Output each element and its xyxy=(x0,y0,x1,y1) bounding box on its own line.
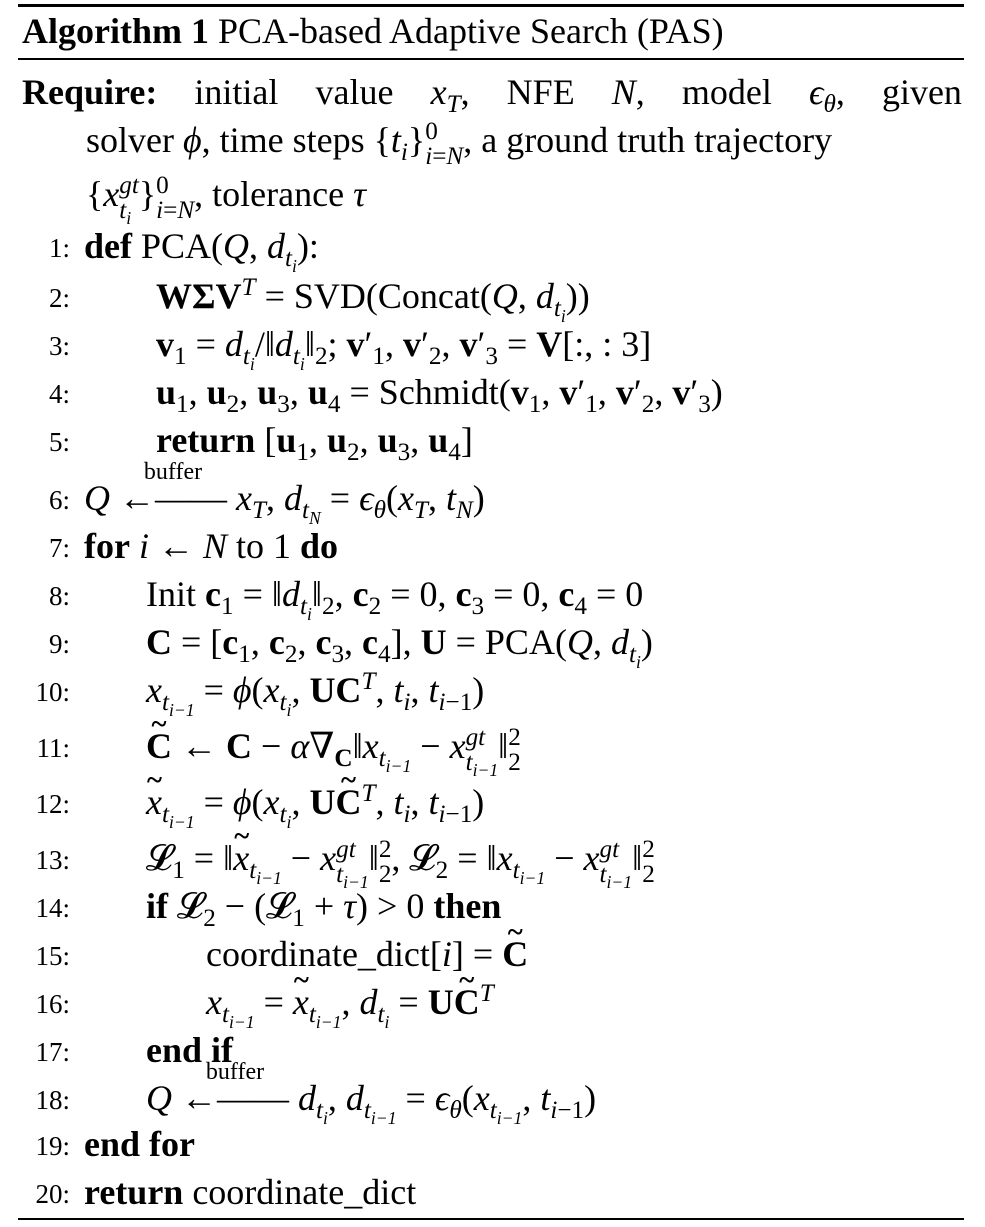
line-content: return [$u_1$, $u_2$, $u_3$, $u_4$] xyxy=(156,420,473,467)
bottom-rule xyxy=(18,1218,964,1220)
line-number: 9: xyxy=(48,629,70,659)
require-word: $x_T$, xyxy=(430,72,470,119)
line-number: 7: xyxy=(48,533,70,563)
algo-line-1 xyxy=(18,222,970,277)
top-rule xyxy=(18,4,964,7)
algorithm-label: Algorithm 1 xyxy=(22,11,209,51)
require-word: $\epsilon_\theta$, xyxy=(808,72,845,119)
title-rule xyxy=(18,58,964,60)
buffer-label: buffer xyxy=(143,459,203,485)
line-number: 19: xyxy=(35,1131,70,1161)
algo-line-15 xyxy=(18,930,970,978)
line-number: 15: xyxy=(35,941,70,971)
line-content: 𝓛$_1$ = ‖~ $x_{t_{i-1}} - x$ gt $t_{i-1}$ ‖ 2 2 , 𝓛$_2$ = $‖x_{t_{i-1}} - x$ gt $t_{i-1}$ ‖ 2 2 xyxy=(146,834,655,887)
line-number: 14: xyxy=(35,893,70,923)
require-word: N, xyxy=(611,72,645,112)
line-content: return coordinate_dict xyxy=(84,1172,417,1212)
require-word: given xyxy=(881,72,962,112)
algo-line-7 xyxy=(18,522,970,570)
line-number: 4: xyxy=(48,379,70,409)
line-number: 6: xyxy=(48,485,70,515)
algo-line-8 xyxy=(18,570,970,625)
algo-line-20 xyxy=(18,1168,970,1216)
algo-line-14 xyxy=(18,882,970,933)
require-line-3: {x gt $t_i$ } 0 i=N , tolerance τ xyxy=(86,171,366,228)
line-content: ~ $x_{t_{i-1}} = \phi(x_{t_i}$, U~ $C^T$, $t_i$, $t_{i-1}$) xyxy=(146,778,484,826)
line-content: end if xyxy=(146,1030,234,1070)
line-number: 17: xyxy=(35,1037,70,1067)
line-number: 1: xyxy=(48,233,70,263)
require-block xyxy=(22,68,962,228)
algo-line-16 xyxy=(18,978,970,1033)
line-number: 8: xyxy=(48,581,70,611)
buffer-label: buffer xyxy=(205,1059,265,1085)
line-number: 16: xyxy=(35,989,70,1019)
require-label: Require: xyxy=(22,72,158,112)
algorithm-title xyxy=(22,9,724,53)
algorithm-block xyxy=(18,0,964,1227)
line-number: 18: xyxy=(35,1085,70,1115)
line-number: 12: xyxy=(35,789,70,819)
line-content: $u_1$, $u_2$, $u_3$, $u_4$ = $Schmidt(v_1$, $v'_1$, $v'_2$, $v'_3$) xyxy=(156,372,723,419)
algo-line-17 xyxy=(18,1026,970,1074)
line-content: Q buffer ←—— $d_{t_i}$, $d_{t_{i-1}} = \epsilon_\theta(x_{t_{i-1}}$, $t_{i-1}$) xyxy=(146,1074,596,1122)
algo-line-4 xyxy=(18,368,970,419)
line-number: 11: xyxy=(36,733,70,763)
line-content: coordinate_dict[i] = ~ C xyxy=(206,930,528,978)
line-content: $C = [c_1$, $c_2$, $c_3$, $c_4$], U = PCA(Q, $d_{t_i}$) xyxy=(146,622,653,673)
line-number: 2: xyxy=(48,283,70,313)
require-word: initial xyxy=(194,72,279,112)
buffer-arrow: buffer ←—— xyxy=(181,1074,289,1122)
algorithm-name: PCA-based Adaptive Search (PAS) xyxy=(217,11,724,51)
line-number: 20: xyxy=(35,1179,70,1209)
line-content: def PCA(Q, $d_{t_i}$): xyxy=(84,226,319,277)
require-word: model xyxy=(681,72,772,112)
algo-line-18 xyxy=(18,1059,970,1129)
algo-line-6 xyxy=(18,459,970,529)
line-content: ~ C ← $C - \alpha\nabla_C‖x_{t_{i-1}} - x$ gt $t_{i-1}$ ‖ 2 2 xyxy=(146,722,521,775)
algo-line-2 xyxy=(18,272,970,327)
line-content: Init $c_1$ = $‖d_{t_i}‖_2$, $c_2 = 0$, $c_3 = 0$, $c_4 = 0$ xyxy=(146,574,644,625)
require-word: value xyxy=(315,72,394,112)
line-content: if 𝓛$_2$ − (𝓛$_1$ + τ) > 0 then xyxy=(146,886,502,933)
line-number: 5: xyxy=(48,427,70,457)
algo-line-13 xyxy=(18,834,970,892)
algo-line-19 xyxy=(18,1120,970,1168)
line-content: $W\Sigma V^T$ = SVD(Concat(Q, $d_{t_i}$)) xyxy=(156,274,590,327)
require-word: NFE xyxy=(506,72,575,112)
line-content: for i ← N to 1 do xyxy=(84,526,339,566)
line-content: $x_{t_{i-1}}$ = ~ $x_{t_{i-1}}$, $d_{t_i}$ = U~ $C^T$ xyxy=(206,978,494,1026)
line-content: end for xyxy=(84,1124,195,1164)
line-number: 10: xyxy=(35,677,70,707)
line-content: $x_{t_{i-1}} = \phi(x_{t_i}$, $UC^T$, $t_i$, $t_{i-1}$) xyxy=(146,668,485,721)
line-content: Q buffer ←—— $x_T$, $d_{t_N} = \epsilon_\theta(x_T$, $t_N$) xyxy=(84,474,485,522)
line-number: 3: xyxy=(48,331,70,361)
buffer-arrow: buffer ←—— xyxy=(119,474,227,522)
algo-line-3 xyxy=(18,320,970,375)
algo-line-9 xyxy=(18,618,970,673)
algo-line-12 xyxy=(18,778,970,833)
require-line-1 xyxy=(22,68,962,119)
line-number: 13: xyxy=(35,845,70,875)
line-content: $v_1$ = $d_{t_i}/‖d_{t_i}‖_2$; $v'_1$, $v'_2$, $v'_3 = V$[:, : 3] xyxy=(156,324,652,375)
require-line-2: solver ϕ, time steps $\{t_i\}$ 0 i=N , a ground truth trajectory xyxy=(86,117,833,170)
